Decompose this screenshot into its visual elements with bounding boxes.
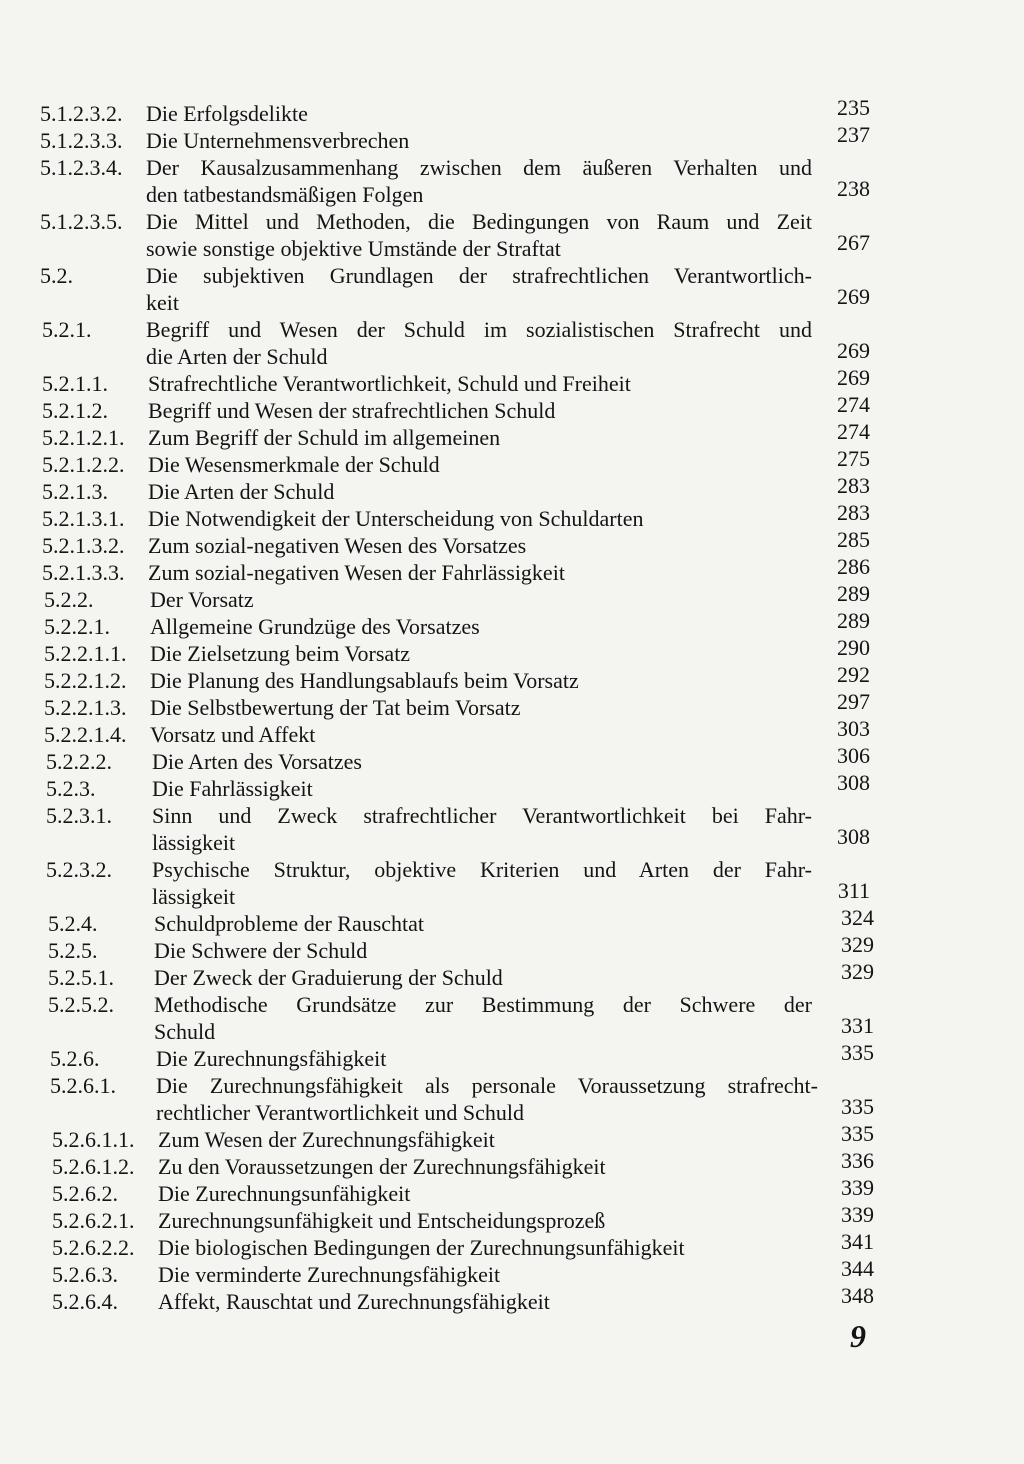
- section-title: [154, 964, 812, 991]
- section-title-line: Der Kausalzusammenhang zwischen dem äußeren Verhalten und: [146, 155, 812, 180]
- section-title: [150, 694, 812, 721]
- page-reference: 238: [837, 176, 870, 201]
- section-title-line: lässigkeit: [152, 884, 236, 909]
- page-reference: 285: [837, 527, 870, 552]
- section-title: [146, 154, 812, 208]
- section-number: 5.2.2.1.: [44, 614, 110, 639]
- page-reference: 329: [841, 932, 874, 957]
- section-title-line: Die Zielsetzung beim Vorsatz: [150, 641, 411, 666]
- section-title: [148, 424, 812, 451]
- section-title-line: Die Arten des Vorsatzes: [152, 749, 362, 774]
- section-title-line: Zum sozial-negativen Wesen der Fahrlässigkeit: [148, 560, 565, 585]
- page-reference: 308: [837, 770, 870, 795]
- section-number: 5.2.3.2.: [46, 857, 112, 882]
- section-title-line: lässigkeit: [152, 830, 236, 855]
- section-title: [154, 910, 812, 937]
- section-title: [146, 208, 812, 262]
- section-title: [158, 1234, 818, 1261]
- section-title: [148, 559, 812, 586]
- section-title-line: Zum Begriff der Schuld im allgemeinen: [148, 425, 501, 450]
- section-number: 5.2.6.2.2.: [52, 1235, 135, 1260]
- section-number: 5.2.2.2.: [46, 749, 112, 774]
- section-title: [148, 505, 812, 532]
- page-reference: 336: [841, 1148, 874, 1173]
- section-number: 5.2.6.4.: [52, 1289, 118, 1314]
- section-title: [146, 100, 812, 127]
- page-reference: 269: [837, 338, 870, 363]
- section-number: 5.2.1.3.2.: [42, 533, 125, 558]
- section-title: [152, 802, 812, 856]
- page-reference: 290: [837, 635, 870, 660]
- section-title-line: Die Arten der Schuld: [148, 479, 335, 504]
- section-title-line: Die subjektiven Grundlagen der strafrechtlichen Verantwortlich-: [146, 263, 812, 288]
- page-reference: 269: [837, 284, 870, 309]
- page-reference: 335: [841, 1040, 874, 1065]
- page-reference: 335: [841, 1094, 874, 1119]
- section-title: [150, 613, 812, 640]
- section-title-line: Begriff und Wesen der Schuld im sozialistischen Strafrecht und: [146, 317, 812, 342]
- section-number: 5.2.3.1.: [46, 803, 112, 828]
- section-number: 5.2.1.3.3.: [42, 560, 125, 585]
- section-title-line: Vorsatz und Affekt: [150, 722, 316, 747]
- section-number: 5.2.: [40, 263, 73, 288]
- section-number: 5.1.2.3.3.: [40, 128, 123, 153]
- page-reference: 339: [841, 1175, 874, 1200]
- section-number: 5.2.1.3.1.: [42, 506, 125, 531]
- section-number: 5.2.6.1.: [50, 1073, 116, 1098]
- section-title-line: Die Notwendigkeit der Unterscheidung von Schuldarten: [148, 506, 644, 531]
- section-title-line: Zum sozial-negativen Wesen des Vorsatzes: [148, 533, 527, 558]
- section-title-line: Die biologischen Bedingungen der Zurechnungsunfähigkeit: [158, 1235, 685, 1260]
- section-number: 5.2.1.2.1.: [42, 425, 125, 450]
- page-reference: 308: [837, 824, 870, 849]
- section-number: 5.2.5.2.: [48, 992, 114, 1017]
- section-number: 5.2.1.2.2.: [42, 452, 125, 477]
- page-reference: 292: [837, 662, 870, 687]
- section-title-line: Zum Wesen der Zurechnungsfähigkeit: [158, 1127, 495, 1152]
- page-reference: 303: [837, 716, 870, 741]
- page-reference: 269: [837, 365, 870, 390]
- section-number: 5.2.2.: [44, 587, 94, 612]
- page-reference: 267: [837, 230, 870, 255]
- section-number: 5.2.2.1.3.: [44, 695, 127, 720]
- section-number: 5.2.3.: [46, 776, 96, 801]
- section-number: 5.1.2.3.2.: [40, 101, 123, 126]
- section-number: 5.2.6.: [50, 1046, 100, 1071]
- section-title-line: Die Unternehmensverbrechen: [146, 128, 410, 153]
- section-title-line: Die Wesensmerkmale der Schuld: [148, 452, 440, 477]
- page-reference: 286: [837, 554, 870, 579]
- section-title-line: Die Fahrlässigkeit: [152, 776, 313, 801]
- section-number: 5.2.2.1.2.: [44, 668, 127, 693]
- section-number: 5.2.2.1.4.: [44, 722, 127, 747]
- section-title: [152, 856, 812, 910]
- page-reference: 348: [841, 1283, 874, 1308]
- section-title-line: Allgemeine Grundzüge des Vorsatzes: [150, 614, 480, 639]
- section-number: 5.2.5.1.: [48, 965, 114, 990]
- section-title-line: Die Zurechnungsunfähigkeit: [158, 1181, 411, 1206]
- page-reference: 297: [837, 689, 870, 714]
- section-number: 5.2.6.3.: [52, 1262, 118, 1287]
- section-title-line: Zurechnungsunfähigkeit und Entscheidungsprozeß: [158, 1208, 606, 1233]
- page-reference: 274: [837, 419, 870, 444]
- page-reference: 335: [841, 1121, 874, 1146]
- section-title-line: Strafrechtliche Verantwortlichkeit, Schuld und Freiheit: [148, 371, 631, 396]
- section-title-line: Die Erfolgsdelikte: [146, 101, 308, 126]
- section-title-line: Zu den Voraussetzungen der Zurechnungsfähigkeit: [158, 1154, 606, 1179]
- page-reference: 283: [837, 473, 870, 498]
- section-title: [156, 1072, 818, 1126]
- page-reference: 341: [841, 1229, 874, 1254]
- section-title: [148, 478, 812, 505]
- section-number: 5.2.6.1.2.: [52, 1154, 135, 1179]
- section-title-line: Die Zurechnungsfähigkeit als personale Voraussetzung strafrecht-: [156, 1073, 818, 1098]
- section-title-line: Der Zweck der Graduierung der Schuld: [154, 965, 503, 990]
- section-title: [154, 937, 812, 964]
- section-title: [158, 1261, 818, 1288]
- section-title-line: Schuldprobleme der Rauschtat: [154, 911, 425, 936]
- page-reference: 331: [841, 1013, 874, 1038]
- section-title: [152, 748, 812, 775]
- section-number: 5.2.2.1.1.: [44, 641, 127, 666]
- section-title: [150, 721, 812, 748]
- section-title: [150, 586, 812, 613]
- section-title: [152, 775, 812, 802]
- section-title-line: Begriff und Wesen der strafrechtlichen Schuld: [148, 398, 556, 423]
- section-number: 5.2.1.3.: [42, 479, 108, 504]
- section-title-line: Schuld: [154, 1019, 216, 1044]
- section-number: 5.2.6.1.1.: [52, 1127, 135, 1152]
- section-title-line: Affekt, Rauschtat und Zurechnungsfähigkeit: [158, 1289, 550, 1314]
- section-title-line: sowie sonstige objektive Umstände der Straftat: [146, 236, 561, 261]
- page-reference: 237: [837, 122, 870, 147]
- page-reference: 324: [841, 905, 874, 930]
- page-reference: 289: [837, 581, 870, 606]
- section-number: 5.2.6.2.: [52, 1181, 118, 1206]
- section-title: [146, 127, 812, 154]
- section-title: [158, 1180, 818, 1207]
- page-number: 9: [850, 1318, 866, 1354]
- section-number: 5.1.2.3.5.: [40, 209, 123, 234]
- section-number: 5.2.1.1.: [42, 371, 108, 396]
- page-reference: 274: [837, 392, 870, 417]
- section-title: [148, 397, 812, 424]
- section-title: [158, 1207, 818, 1234]
- page-reference: 339: [841, 1202, 874, 1227]
- section-number: 5.2.1.2.: [42, 398, 108, 423]
- section-title: [146, 316, 812, 370]
- page-reference: 283: [837, 500, 870, 525]
- section-title-line: keit: [146, 290, 179, 315]
- section-title: [148, 370, 812, 397]
- section-number: 5.1.2.3.4.: [40, 155, 123, 180]
- section-title: [148, 532, 812, 559]
- section-title: [158, 1126, 818, 1153]
- section-title-line: rechtlicher Verantwortlichkeit und Schuld: [156, 1100, 524, 1125]
- section-title: [154, 991, 812, 1045]
- section-title: [150, 667, 812, 694]
- section-title: [158, 1288, 818, 1315]
- section-number: 5.2.4.: [48, 911, 98, 936]
- page-reference: 311: [837, 878, 870, 903]
- section-title-line: Die Schwere der Schuld: [154, 938, 368, 963]
- section-title: [148, 451, 812, 478]
- page-reference: 306: [837, 743, 870, 768]
- section-title: [150, 640, 812, 667]
- section-title: [146, 262, 812, 316]
- section-number: 5.2.5.: [48, 938, 98, 963]
- section-title-line: die Arten der Schuld: [146, 344, 328, 369]
- page-reference: 289: [837, 608, 870, 633]
- section-number: 5.2.6.2.1.: [52, 1208, 135, 1233]
- page-reference: 235: [837, 95, 870, 120]
- section-title-line: Die verminderte Zurechnungsfähigkeit: [158, 1262, 501, 1287]
- section-title-line: Methodische Grundsätze zur Bestimmung der Schwere der: [154, 992, 812, 1017]
- section-title-line: den tatbestandsmäßigen Folgen: [146, 182, 424, 207]
- section-title-line: Die Mittel und Methoden, die Bedingungen von Raum und Zeit: [146, 209, 812, 234]
- section-title-line: Die Selbstbewertung der Tat beim Vorsatz: [150, 695, 521, 720]
- page-reference: 329: [841, 959, 874, 984]
- page-reference: 275: [837, 446, 870, 471]
- section-title-line: Sinn und Zweck strafrechtlicher Verantwortlichkeit bei Fahr-: [152, 803, 812, 828]
- section-title: [156, 1045, 818, 1072]
- section-title-line: Der Vorsatz: [150, 587, 254, 612]
- section-number: 5.2.1.: [42, 317, 92, 342]
- section-title-line: Die Planung des Handlungsablaufs beim Vorsatz: [150, 668, 579, 693]
- section-title-line: Psychische Struktur, objektive Kriterien und Arten der Fahr-: [152, 857, 812, 882]
- page-reference: 344: [841, 1256, 874, 1281]
- section-title: [158, 1153, 818, 1180]
- section-title-line: Die Zurechnungsfähigkeit: [156, 1046, 387, 1071]
